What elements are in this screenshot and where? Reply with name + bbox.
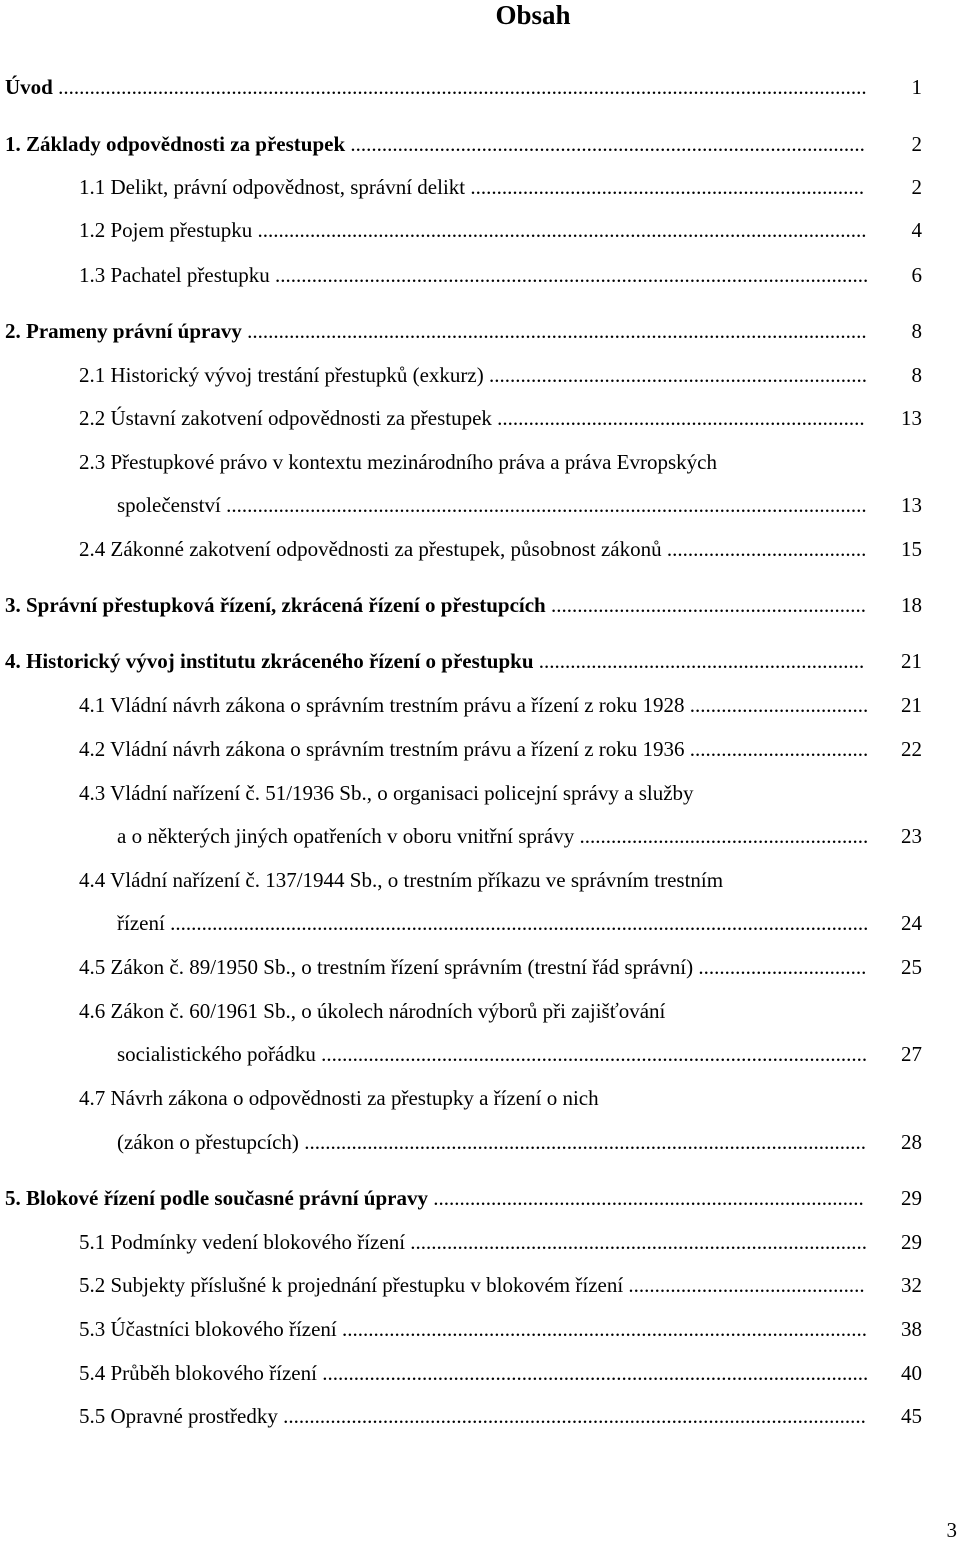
toc-entry[interactable] (0, 1314, 960, 1344)
dot-leader: .......................................................................................................................................................... (58, 75, 867, 99)
toc-entry-label (117, 821, 868, 851)
toc-entry[interactable] (0, 1039, 960, 1069)
dot-leader: ................................ (698, 955, 867, 979)
toc-entry-page: 2 (911, 132, 922, 156)
toc-entry-label (79, 1270, 868, 1300)
toc-entry-label (79, 1227, 868, 1257)
toc-entry-label: 4.7 Návrh zákona o odpovědnosti za přestupky a řízení o nich (79, 1086, 599, 1110)
toc-entry-label (79, 215, 868, 245)
toc-entry-title: 5.2 Subjekty příslušné k projednání přestupku v blokovém řízení (79, 1273, 629, 1297)
toc-entry-title: 3. Správní přestupková řízení, zkrácená řízení o přestupcích (5, 593, 551, 617)
toc-entry[interactable] (0, 1401, 960, 1431)
dot-leader: ....................................................................................... (410, 1230, 868, 1254)
toc-entry-page: 29 (901, 1186, 922, 1210)
dot-leader: .................................. (689, 693, 868, 717)
toc-entry-title: 5.4 Průběh blokového řízení (79, 1361, 323, 1385)
page-title: Obsah (495, 0, 571, 30)
toc-entry[interactable] (0, 1270, 960, 1300)
toc-entry-page: 38 (901, 1317, 922, 1341)
toc-entry[interactable] (0, 821, 960, 851)
toc-entry-label (79, 172, 868, 202)
toc-entry-page: 4 (911, 218, 922, 242)
dot-leader: ........................................................................................................ (321, 1042, 868, 1066)
toc-entry-label (5, 590, 868, 620)
dot-leader: ........................................................................................................... (304, 1130, 866, 1154)
toc-entry-label (5, 646, 868, 676)
toc-entry-label (5, 72, 868, 102)
toc-entry-page: 18 (901, 593, 922, 617)
toc-entry-label: 4.3 Vládní nařízení č. 51/1936 Sb., o organisaci policejní správy a služby (79, 781, 694, 805)
toc-entry-label (79, 534, 868, 564)
dot-leader: ....................................................... (579, 824, 868, 848)
toc-entry-title: 1. Základy odpovědnosti za přestupek (5, 132, 351, 156)
dot-leader: ............................................................................................................... (283, 1404, 866, 1428)
dot-leader: ...................................... (666, 537, 867, 561)
toc-entry-title: 2.2 Ústavní zakotvení odpovědnosti za přestupek (79, 406, 498, 430)
toc-entry-label: 4.4 Vládní nařízení č. 137/1944 Sb., o trestním příkazu ve správním trestním (79, 868, 724, 892)
toc-entry-page: 45 (901, 1404, 922, 1428)
toc-entry[interactable] (0, 778, 960, 808)
toc-entry-label (79, 952, 868, 982)
toc-entry-title: (zákon o přestupcích) (117, 1130, 305, 1154)
toc-entry-label (117, 1127, 868, 1157)
toc-entry-title: společenství (117, 493, 227, 517)
dot-leader: ............................................................ (550, 593, 866, 617)
toc-entry[interactable] (0, 490, 960, 520)
toc-entry[interactable] (0, 360, 960, 390)
toc-entry-label: 2.3 Přestupkové právo v kontextu mezinárodního práva a práva Evropských (79, 450, 717, 474)
dot-leader: ...................................................................................................................... (247, 319, 867, 343)
toc-entry-label (79, 690, 868, 720)
toc-entry-page: 1 (911, 75, 922, 99)
toc-entry[interactable] (0, 316, 960, 346)
toc-entry-label (79, 1314, 868, 1344)
toc-entry[interactable] (0, 734, 960, 764)
toc-entry-title: Úvod (5, 75, 59, 99)
toc-entry-page: 6 (911, 263, 922, 287)
toc-entry-page: 8 (911, 319, 922, 343)
toc-entry-title: 4.2 Vládní návrh zákona o správním trestním právu a řízení z roku 1936 (79, 737, 690, 761)
toc-entry-page: 21 (901, 649, 922, 673)
toc-entry-title: 4.5 Zákon č. 89/1950 Sb., o trestním řízení správním (trestní řád správní) (79, 955, 699, 979)
toc-entry-page: 8 (911, 363, 922, 387)
toc-entry[interactable] (0, 1227, 960, 1257)
toc-entry-page: 27 (901, 1042, 922, 1066)
toc-entry-label: 4.6 Zákon č. 60/1961 Sb., o úkolech národních výborů při zajišťování (79, 999, 666, 1023)
toc-entry-page: 24 (901, 911, 922, 935)
toc-entry-title: 4. Historický vývoj institutu zkráceného řízení o přestupku (5, 649, 539, 673)
toc-entry-label (117, 908, 868, 938)
toc-entry-page: 25 (901, 955, 922, 979)
toc-entry[interactable] (0, 1358, 960, 1388)
toc-entry-page: 13 (901, 493, 922, 517)
toc-entry[interactable] (0, 260, 960, 290)
toc-entry[interactable] (0, 952, 960, 982)
toc-entry[interactable] (0, 646, 960, 676)
dot-leader: ........................................................................ (489, 363, 867, 387)
toc-entry[interactable] (0, 865, 960, 895)
toc-entry[interactable] (0, 996, 960, 1026)
toc-entry-label (79, 1358, 868, 1388)
toc-entry-page: 32 (901, 1273, 922, 1297)
toc-entry-label (79, 403, 868, 433)
toc-entry[interactable] (0, 215, 960, 245)
toc-entry-label (5, 316, 868, 346)
toc-entry[interactable] (0, 72, 960, 102)
toc-entry[interactable] (0, 403, 960, 433)
toc-entry-label (79, 1401, 868, 1431)
toc-entry[interactable] (0, 172, 960, 202)
toc-entry-page: 2 (911, 175, 922, 199)
toc-entry-label (79, 360, 868, 390)
dot-leader: .................................................................................................. (350, 132, 865, 156)
toc-entry-title: 5.3 Účastníci blokového řízení (79, 1317, 343, 1341)
toc-entry[interactable] (0, 534, 960, 564)
toc-entry-label (117, 1039, 868, 1069)
dot-leader: .................................................................................................... (342, 1317, 868, 1341)
toc-entry[interactable] (0, 129, 960, 159)
toc-entry-page: 29 (901, 1230, 922, 1254)
dot-leader: ................................................................................................................. (274, 263, 868, 287)
toc-entry-page: 23 (901, 824, 922, 848)
toc-entry[interactable] (0, 1127, 960, 1157)
toc-entry-title: 1.1 Delikt, právní odpovědnost, správní delikt (79, 175, 471, 199)
toc-entry-label (5, 129, 868, 159)
toc-entry[interactable] (0, 690, 960, 720)
toc-entry-page: 40 (901, 1361, 922, 1385)
toc-entry-page: 13 (901, 406, 922, 430)
toc-entry[interactable] (0, 908, 960, 938)
dot-leader: .......................................................................................................................... (226, 493, 867, 517)
toc-entry-title: 5.5 Opravné prostředky (79, 1404, 284, 1428)
toc-entry-title: a o některých jiných opatřeních v oboru vnitřní správy (117, 824, 580, 848)
toc-entry-label (117, 490, 868, 520)
toc-entry-title: 5. Blokové řízení podle současné právní úpravy (5, 1186, 434, 1210)
toc-entry-title: 1.3 Pachatel přestupku (79, 263, 275, 287)
toc-entry[interactable] (0, 1083, 960, 1113)
toc-entry[interactable] (0, 447, 960, 477)
toc-entry-page: 15 (901, 537, 922, 561)
toc-entry-title: 4.1 Vládní návrh zákona o správním trestním právu a řízení z roku 1928 (79, 693, 690, 717)
toc-entry-label (79, 260, 868, 290)
toc-entry-title: 5.1 Podmínky vedení blokového řízení (79, 1230, 411, 1254)
toc-entry-page: 22 (901, 737, 922, 761)
dot-leader: .................................................................................. (433, 1186, 864, 1210)
dot-leader: ............................................. (628, 1273, 865, 1297)
dot-leader: .................................. (689, 737, 868, 761)
toc-entry-label (79, 734, 868, 764)
dot-leader: .................................................................................................................... (257, 218, 867, 242)
dot-leader: .............................................................. (538, 649, 865, 673)
toc-entry[interactable] (0, 590, 960, 620)
toc-entry-title: 2.4 Zákonné zakotvení odpovědnosti za přestupek, působnost zákonů (79, 537, 667, 561)
toc-entry[interactable] (0, 1183, 960, 1213)
dot-leader: ........................................................................................................ (322, 1361, 868, 1385)
dot-leader: ..................................................................................................................................... (170, 911, 868, 935)
toc-entry-title: 2. Prameny právní úpravy (5, 319, 248, 343)
toc-entry-page: 28 (901, 1130, 922, 1154)
toc-entry-title: 1.2 Pojem přestupku (79, 218, 258, 242)
toc-entry-label (5, 1183, 868, 1213)
toc-entry-title: 2.1 Historický vývoj trestání přestupků (exkurz) (79, 363, 489, 387)
dot-leader: ...................................................................... (497, 406, 865, 430)
page-number: 3 (946, 1518, 957, 1542)
dot-leader: ........................................................................... (470, 175, 865, 199)
toc-entry-page: 21 (901, 693, 922, 717)
toc-entry-title: socialistického pořádku (117, 1042, 322, 1066)
toc-entry-title: řízení (117, 911, 171, 935)
